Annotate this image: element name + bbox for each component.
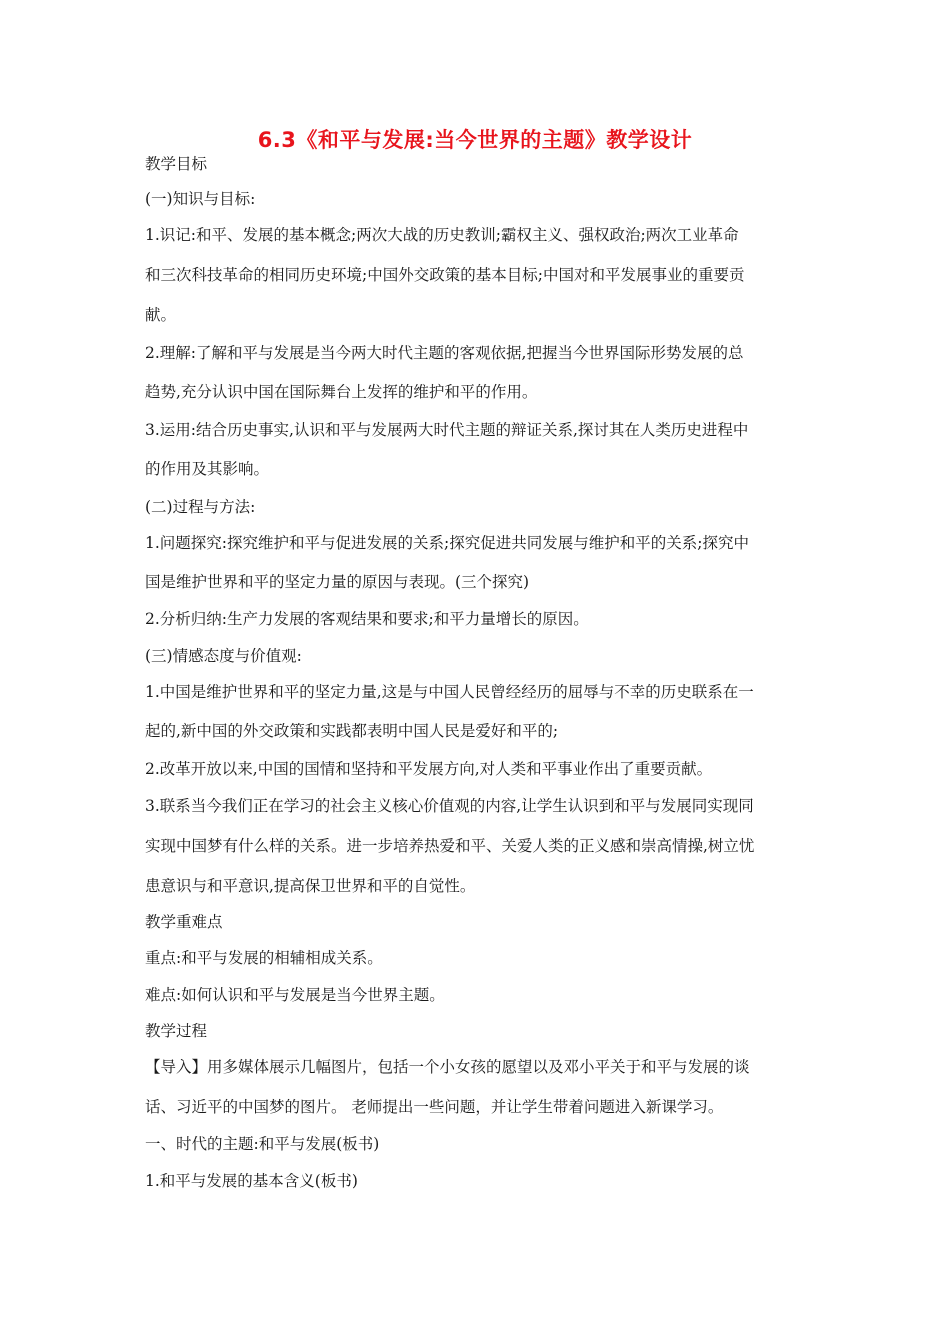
text-line: 国是维护世界和平的坚定力量的原因与表现。(三个探究) xyxy=(145,573,530,591)
text-line: 1.和平与发展的基本含义(板书) xyxy=(145,1172,358,1190)
text-line: 起的,新中国的外交政策和实践都表明中国人民是爱好和平的; xyxy=(145,722,559,740)
document-title: 6.3《和平与发展:当今世界的主题》教学设计 xyxy=(257,128,693,152)
text-line: 1.中国是维护世界和平的坚定力量,这是与中国人民曾经经历的屈辱与不幸的历史联系在一 xyxy=(145,683,754,701)
text-line: 1.问题探究:探究维护和平与促进发展的关系;探究促进共同发展与维护和平的关系;探究中 xyxy=(145,534,749,552)
text-line: 难点:如何认识和平与发展是当今世界主题。 xyxy=(145,986,445,1004)
text-line: 2.改革开放以来,中国的国情和坚持和平发展方向,对人类和平事业作出了重要贡献。 xyxy=(145,760,713,778)
text-line: 和三次科技革命的相同历史环境;中国外交政策的基本目标;中国对和平发展事业的重要贡 xyxy=(145,266,745,284)
subsection-heading: (三)情感态度与价值观: xyxy=(145,647,302,665)
section-heading-process: 教学过程 xyxy=(145,1022,208,1040)
text-line: 【导入】用多媒体展示几幅图片，包括一个小女孩的愿望以及邓小平关于和平与发展的谈 xyxy=(145,1058,750,1076)
subsection-heading: (一)知识与目标: xyxy=(145,190,256,208)
text-line: 2.理解:了解和平与发展是当今两大时代主题的客观依据,把握当今世界国际形势发展的总 xyxy=(145,344,744,362)
text-line: 1.识记:和平、发展的基本概念;两次大战的历史教训;霸权主义、强权政治;两次工业革命 xyxy=(145,226,739,244)
text-line: 实现中国梦有什么样的关系。进一步培养热爱和平、关爱人类的正义感和崇高情操,树立忧 xyxy=(145,837,755,855)
text-line: 趋势,充分认识中国在国际舞台上发挥的维护和平的作用。 xyxy=(145,383,538,401)
section-heading-key-points: 教学重难点 xyxy=(145,913,223,931)
text-line: 话、习近平的中国梦的图片。 老师提出一些问题，并让学生带着问题进入新课学习。 xyxy=(145,1098,724,1116)
section-heading-objectives: 教学目标 xyxy=(145,155,208,173)
text-line: 2.分析归纳:生产力发展的客观结果和要求;和平力量增长的原因。 xyxy=(145,610,589,628)
text-line: 3.联系当今我们正在学习的社会主义核心价值观的内容,让学生认识到和平与发展同实现同 xyxy=(145,797,754,815)
subsection-heading: (二)过程与方法: xyxy=(145,498,256,516)
text-line: 献。 xyxy=(145,306,177,324)
text-line: 一、时代的主题:和平与发展(板书) xyxy=(145,1135,380,1153)
text-line: 3.运用:结合历史事实,认识和平与发展两大时代主题的辩证关系,探讨其在人类历史进程中 xyxy=(145,421,749,439)
text-line: 的作用及其影响。 xyxy=(145,460,270,478)
text-line: 重点:和平与发展的相辅相成关系。 xyxy=(145,949,383,967)
text-line: 患意识与和平意识,提高保卫世界和平的自觉性。 xyxy=(145,877,476,895)
